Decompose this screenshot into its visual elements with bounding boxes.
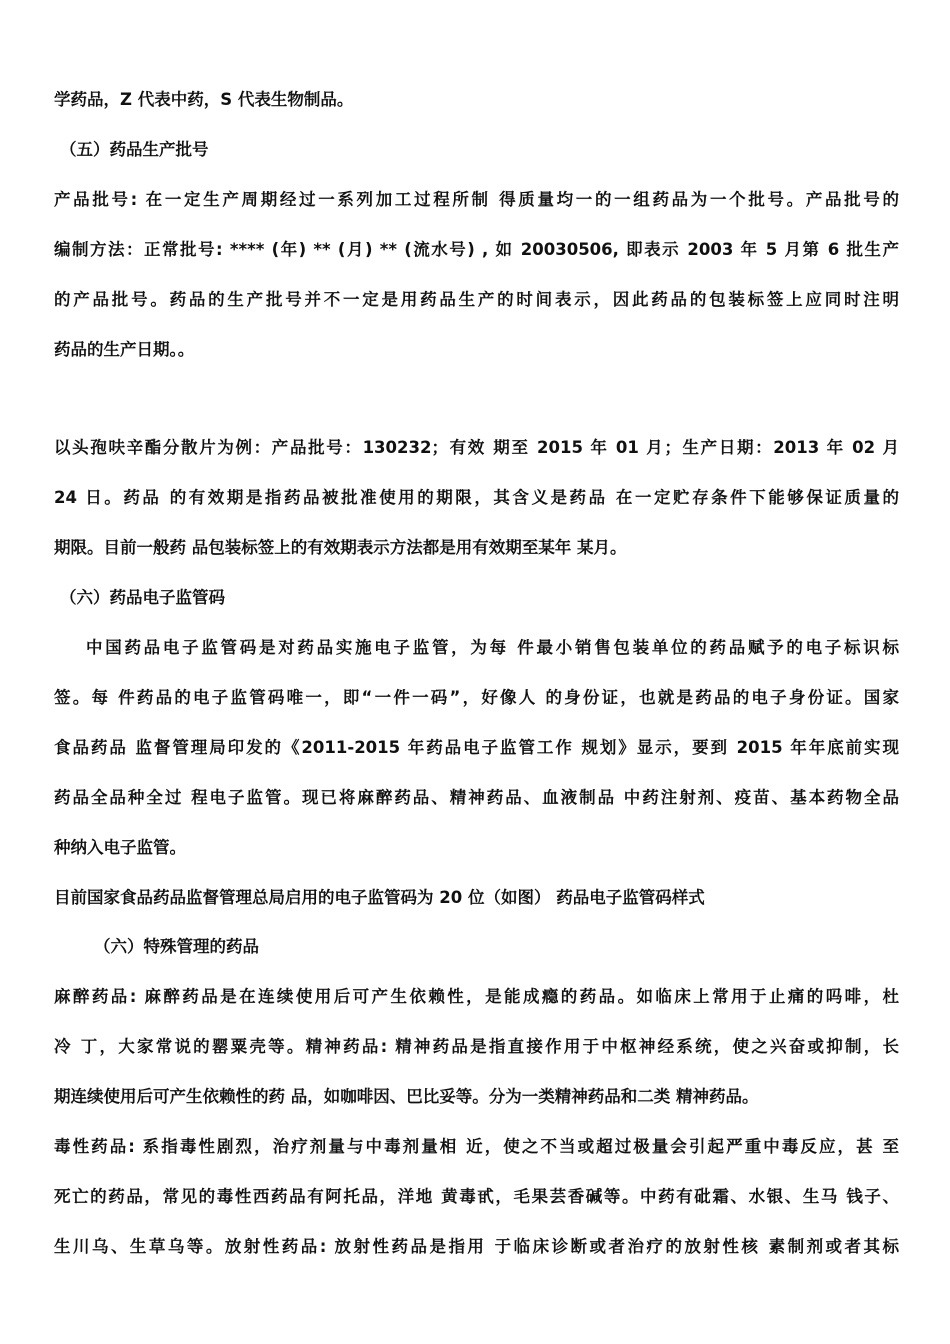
text-line: 种纳入电子监管。 xyxy=(54,838,186,857)
text-line: 期连续使用后可产生依赖性的药 品，如咖啡因、巴比妥等。分为一类精神药品和二类 精神药品。 xyxy=(54,1087,759,1106)
text-line: 食品药品 监督管理局印发的《2011-2015 年药品电子监管工作 规划》显示，要到 2015 年年底前实现 xyxy=(54,738,899,757)
section-heading: （六）特殊管理的药品 xyxy=(94,937,259,956)
text-line: 药品全品种全过 程电子监管。现已将麻醉药品、精神药品、血液制品 中药注射剂、疫苗、基本药物全品 xyxy=(54,788,899,807)
text-line: 毒性药品: 系指毒性剧烈，治疗剂量与中毒剂量相 近，使之不当或超过极量会引起严重中毒反应，甚 至 xyxy=(54,1137,899,1156)
text-line: 目前国家食品药品监督管理总局启用的电子监管码为 20 位（如图） 药品电子监管码样式 xyxy=(54,888,705,907)
text-line: 编制方法：正常批号: **** (年) ** (月) ** (流水号) , 如 20030506, 即表示 2003 年 5 月第 6 批生产 xyxy=(54,240,899,259)
text-line: 死亡的药品，常见的毒性西药品有阿托品，洋地 黄毒甙，毛果芸香碱等。中药有砒霜、水银、生马 钱子、 xyxy=(54,1187,899,1206)
text-line: 学药品，Z 代表中药，S 代表生物制品。 xyxy=(54,90,354,109)
section-heading: （六）药品电子监管码 xyxy=(60,588,225,607)
text-line: 麻醉药品: 麻醉药品是在连续使用后可产生依赖性，是能成瘾的药品。如临床上常用于止痛的吗啡，杜 xyxy=(54,987,899,1006)
text-line: 的产品批号。药品的生产批号并不一定是用药品生产的时间表示，因此药品的包装标签上应同时注明 xyxy=(54,290,899,309)
text-line: 期限。目前一般药 品包装标签上的有效期表示方法都是用有效期至某年 某月。 xyxy=(54,538,627,557)
section-heading: （五）药品生产批号 xyxy=(60,140,209,159)
text-line: 签。每 件药品的电子监管码唯一，即“一件一码”，好像人 的身份证，也就是药品的电子身份证。国家 xyxy=(54,688,899,707)
text-line: 冷 丁，大家常说的罂粟壳等。精神药品: 精神药品是指直接作用于中枢神经系统，使之兴奋或抑制，长 xyxy=(54,1037,899,1056)
text-line: 中国药品电子监管码是对药品实施电子监管，为每 件最小销售包装单位的药品赋予的电子标识标 xyxy=(86,638,899,657)
text-line: 24 日。药品 的有效期是指药品被批准使用的期限，其含义是药品 在一定贮存条件下能够保证质量的 xyxy=(54,488,899,507)
text-line: 产品批号: 在一定生产周期经过一系列加工过程所制 得质量均一的一组药品为一个批号。产品批号的 xyxy=(54,190,899,209)
text-line: 生川乌、生草乌等。放射性药品: 放射性药品是指用 于临床诊断或者治疗的放射性核 素制剂或者其标 xyxy=(54,1237,899,1256)
text-line: 以头孢呋辛酯分散片为例：产品批号：130232；有效 期至 2015 年 01 月；生产日期：2013 年 02 月 xyxy=(54,438,899,457)
text-line: 药品的生产日期。。 xyxy=(54,340,195,359)
